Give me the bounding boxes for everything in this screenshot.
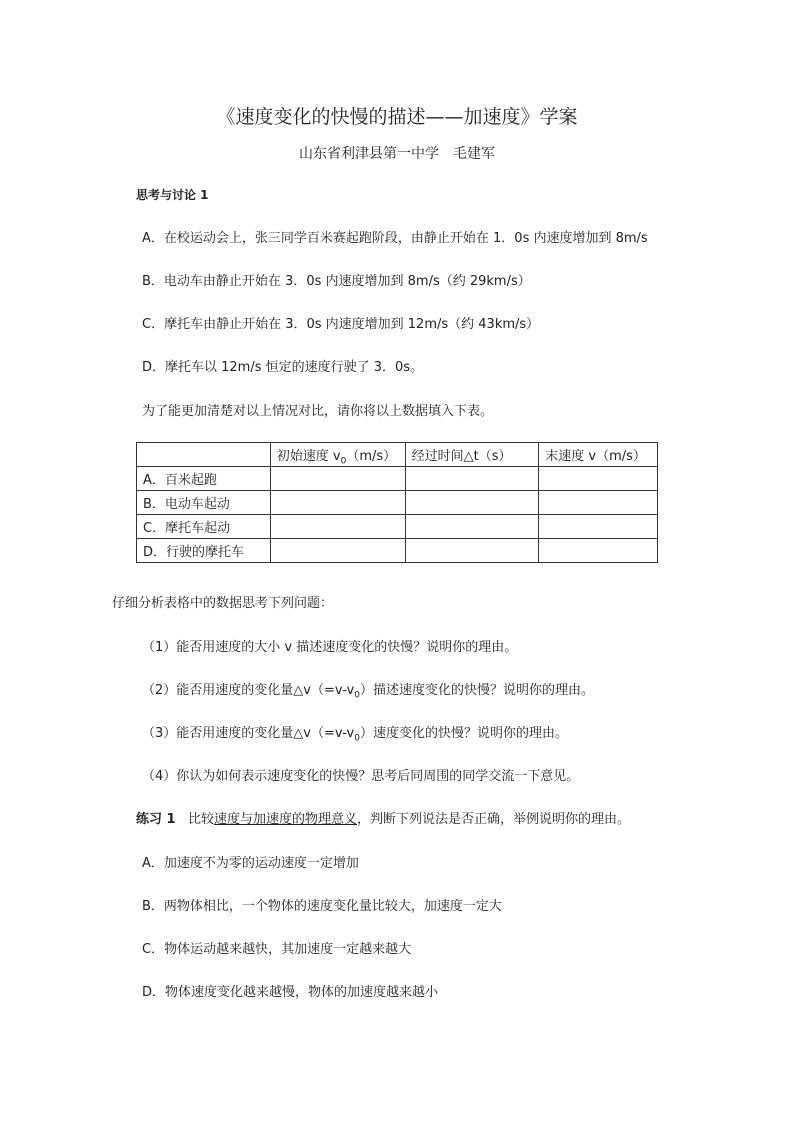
exercise-item-d: D．物体速度变化越来越慢，物体的加速度越来越小 [142,985,439,1000]
exercise-heading: 练习 1 比较速度与加速度的物理意义，判断下列说法是否正确，举例说明你的理由。 [136,812,631,827]
table-cell[interactable] [405,467,539,491]
table-cell[interactable] [270,467,405,491]
document-title: 《速度变化的快慢的描述——加速度》学案 [216,106,578,128]
table-cell: A．百米起跑 [137,467,271,491]
data-table [136,442,658,563]
table-cell: B．电动车起动 [137,491,271,515]
exercise-item-a: A．加速度不为零的运动速度一定增加 [142,856,359,871]
table-prompt: 为了能更加清楚对以上情况对比，请你将以上数据填入下表。 [142,404,494,419]
table-cell[interactable] [270,539,405,563]
table-row [137,491,658,515]
table-header-cell: 末速度 v（m/s） [539,443,658,467]
question-2: （2）能否用速度的变化量$\triangle v(=v-v_0)$描述速度变化的快慢？说明你的理由。 [142,683,594,701]
question-3: （3）能否用速度的变化量$\triangle v(=v-v_0)$速度变化的快慢？说明你的理由。 [142,726,568,744]
scenario-c: C．摩托车由静止开始在 3．0s 内速度增加到 12m/s（约 43km/s） [142,317,540,332]
table-header-cell [137,443,271,467]
document-author: 山东省利津县第一中学 毛建军 [299,146,495,162]
table-cell[interactable] [539,467,658,491]
table-header-cell: 初始速度 $v_0(m/s)$ [270,443,405,467]
table-cell: C．摩托车起动 [137,515,271,539]
table-cell[interactable] [405,491,539,515]
scenario-d: D．摩托车以 12m/s 恒定的速度行驶了 3．0s。 [142,360,424,375]
table-row [137,539,658,563]
table-cell[interactable] [405,515,539,539]
table-header-cell: 经过时间△t（s） [405,443,539,467]
question-1: （1）能否用速度的大小 v 描述速度变化的快慢？说明你的理由。 [142,640,518,655]
analysis-intro: 仔细分析表格中的数据思考下列问题： [112,596,334,611]
scenario-b: B．电动车由静止开始在 3．0s 内速度增加到 8m/s（约 29km/s） [142,274,531,289]
table-cell: D．行驶的摩托车 [137,539,271,563]
section-heading: 思考与讨论 1 [136,188,209,202]
table-cell[interactable] [539,539,658,563]
table-cell[interactable] [405,539,539,563]
table-header-row [137,443,658,467]
exercise-item-b: B．两物体相比，一个物体的速度变化量比较大，加速度一定大 [142,899,502,914]
table-cell[interactable] [539,515,658,539]
scenario-a: A．在校运动会上，张三同学百米赛起跑阶段，由静止开始在 1．0s 内速度增加到 8m/s [142,231,648,246]
table-row [137,467,658,491]
exercise-label: 练习 1 [136,812,176,827]
table-cell[interactable] [539,491,658,515]
table-row [137,515,658,539]
exercise-underlined-text: 速度与加速度的物理意义 [214,812,358,827]
table-cell[interactable] [270,515,405,539]
table-cell[interactable] [270,491,405,515]
exercise-item-c: C．物体运动越来越快，其加速度一定越来越大 [142,942,412,957]
question-4: （4）你认为如何表示速度变化的快慢？思考后同周围的同学交流一下意见。 [142,769,580,784]
